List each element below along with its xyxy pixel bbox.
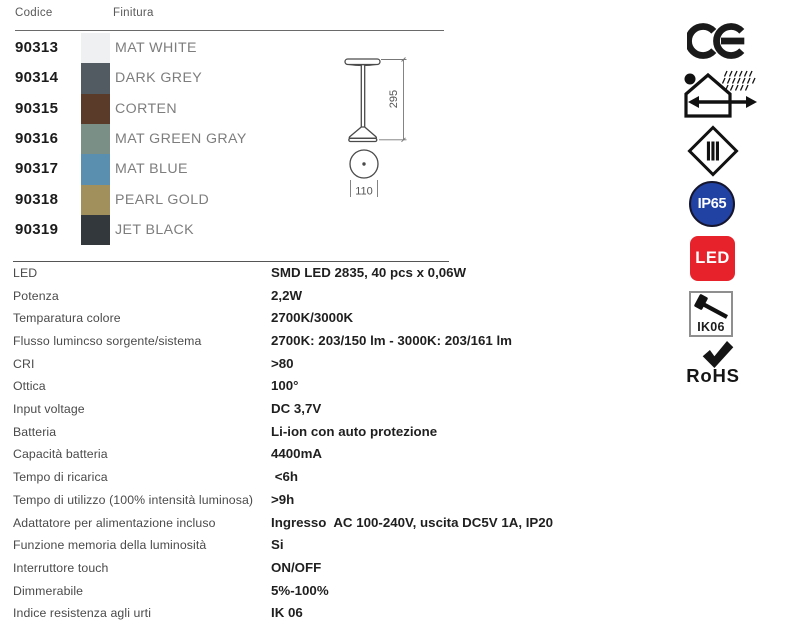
color-swatch [81,33,110,63]
diameter-dimension-label: 110 [355,185,373,198]
lamp-stem [361,65,364,128]
spec-row [0,285,620,308]
finish-code: 90314 [15,69,59,87]
spec-row [0,398,620,421]
height-dimension-label: 295 [387,89,400,109]
spec-value: 2,2W [271,287,303,303]
finish-table-rule [15,30,444,31]
spec-row [0,534,620,557]
finish-code: 90317 [15,160,59,178]
spec-label: Input voltage [13,402,85,417]
spec-label: Adattatore per alimentazione incluso [13,515,216,530]
codice-header: Codice [15,7,53,19]
spec-label: Temparatura colore [13,311,121,326]
spec-value: 2700K: 203/150 lm - 3000K: 203/161 lm [271,333,512,348]
color-swatch [81,154,110,184]
rohs-label: RoHS [686,365,740,386]
finish-name: MAT WHITE [115,40,197,56]
rohs-mark [682,341,744,387]
rain-hatching [723,71,756,91]
ik06-label: IK06 [697,320,725,334]
spec-value: Si [271,537,284,553]
spec-value: IK 06 [271,605,303,621]
spec-row [0,421,620,444]
spec-row [0,466,620,489]
spec-value: Li-ion con auto protezione [271,423,438,439]
spec-row [0,262,620,285]
lamp-front-view [345,59,380,142]
spec-value: <6h [271,469,298,485]
color-swatch [81,94,110,124]
spec-row [0,375,620,398]
led-badge [690,236,735,281]
color-swatch [81,185,110,215]
ce-mark-icon [687,19,747,63]
spec-row [0,602,620,625]
finish-name: MAT GREEN GRAY [115,131,247,147]
spec-value: 100° [271,378,299,394]
finish-code: 90313 [15,39,59,56]
finitura-header: Finitura [113,7,154,19]
ik06-badge [689,291,733,337]
indoor-outdoor-icon [681,69,759,119]
spec-label: Flusso lumincso sorgente/sistema [13,334,202,348]
lamp-technical-drawing [335,50,420,200]
spec-row [0,512,620,535]
spec-value: 5%-100% [271,582,329,598]
class-iii-icon [687,125,739,177]
spec-row [0,353,620,376]
hammer-icon [692,294,732,320]
ip65-label: IP65 [697,196,727,212]
finish-name: DARK GREY [115,70,203,87]
spec-row [0,557,620,580]
spec-label: Interruttore touch [13,560,109,575]
spec-row [0,307,620,330]
finish-name: CORTEN [115,100,178,117]
finish-name: MAT BLUE [115,161,188,178]
lamp-base [349,127,376,138]
lamp-top-view [350,150,378,178]
spec-label: Batteria [13,424,57,439]
finish-code: 90318 [15,190,59,208]
spec-value: >9h [271,491,295,507]
finish-name: JET BLACK [115,222,195,238]
spec-value: 4400mA [271,446,323,462]
spec-row [0,489,620,512]
spec-label: Tempo di utilizzo (100% intensità luminosa) [13,492,254,507]
spec-label: Tempo di ricarica [13,470,108,485]
color-swatch [81,124,110,154]
spec-label: LED [13,266,38,280]
finish-row [0,215,470,245]
color-swatch [81,215,110,245]
spec-label: Dimmerabile [13,583,84,598]
checkmark-icon [702,341,734,368]
finish-code: 90319 [15,221,59,238]
spec-label: Capacità batteria [13,447,108,462]
finish-name: PEARL GOLD [115,191,210,208]
ip65-badge [689,181,735,227]
spec-row [0,330,620,353]
spec-value: DC 3,7V [271,401,322,417]
lamp-head [345,59,380,65]
led-label: LED [695,249,730,267]
spec-label: Ottica [13,379,46,394]
finish-code: 90316 [15,130,59,147]
spec-label: Indice resistenza agli urti [13,606,152,621]
spec-value: ON/OFF [271,559,322,575]
spec-row [0,580,620,603]
spec-label: Potenza [13,288,59,303]
spec-value: SMD LED 2835, 40 pcs x 0,06W [271,265,467,280]
spec-value: 2700K/3000K [271,310,354,326]
spec-value: Ingresso AC 100-240V, uscita DC5V 1A, IP20 [271,514,554,530]
double-arrow [688,96,757,108]
spec-label: Funzione memoria della luminosità [13,538,207,553]
lamp-base-rim [349,138,377,141]
sun-dot [685,74,696,85]
color-swatch [81,63,110,93]
spec-value: >80 [271,355,294,371]
finish-code: 90315 [15,99,59,117]
spec-label: CRI [13,356,35,371]
spec-row [0,443,620,466]
